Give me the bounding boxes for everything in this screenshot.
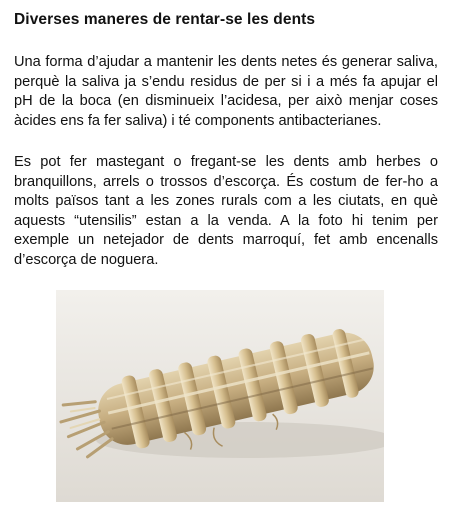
article-title: Diverses maneres de rentar-se les dents [14, 11, 316, 28]
paragraph-2: Es pot fer mastegant o fregant-se les dents amb herbes o branquillons, arrels o trossos d’escorça. És costum de fer-ho a molts països tant a les zones rurals com a les ciutats, en què aquests “utensilis” estan a la venda. A la foto hi tenim per exemple un netejador de dents marroquí, fet amb encenalls d’escorça de noguera. [14, 154, 438, 268]
paragraph-1: Una forma d’ajudar a mantenir les dents netes és generar saliva, perquè la saliva ja s’endu residus de per si i a més fa apujar el pH de la boca (en disminueix l’acidesa, per això menjar coses àcides ens fa fer saliva) i té components antibacterianes. [14, 54, 438, 129]
bark-toothbrush-illustration [56, 290, 384, 502]
tooth-cleaner-photo [56, 290, 384, 502]
